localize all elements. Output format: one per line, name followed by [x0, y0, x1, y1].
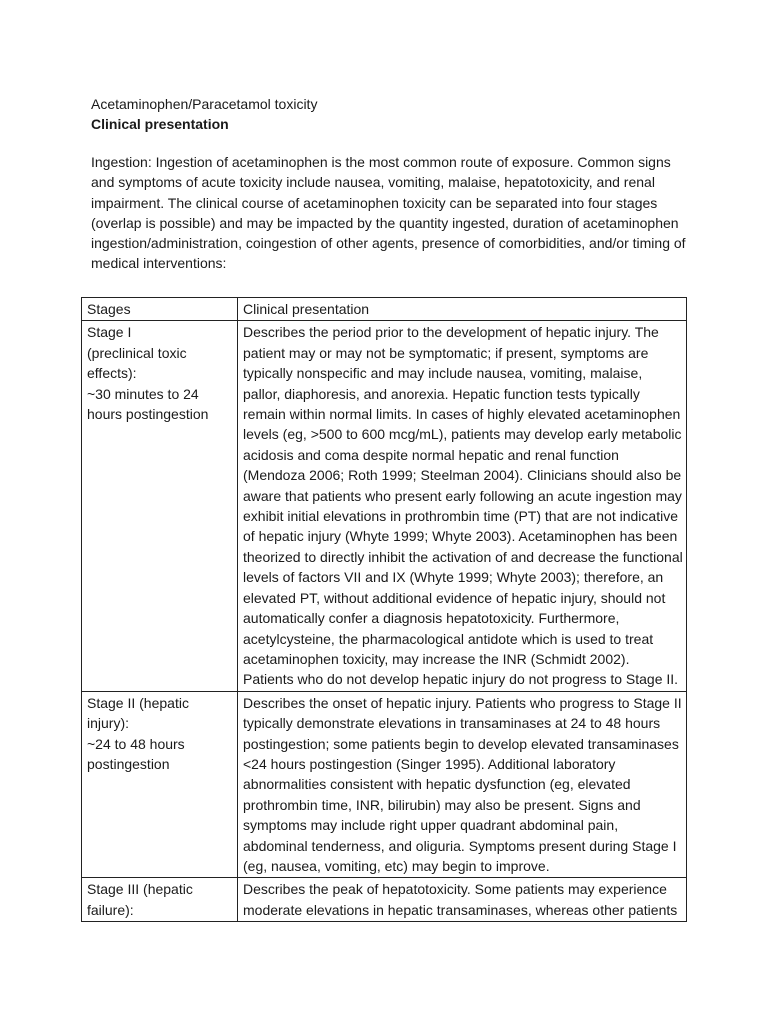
stage-label: Stage III (hepatic	[87, 881, 193, 898]
stage-timing: postingestion	[87, 755, 170, 772]
stage-timing: hours postingestion	[87, 406, 209, 423]
header-clinical-presentation: Clinical presentation	[238, 298, 687, 321]
stage-label: (preclinical toxic	[87, 344, 187, 361]
presentation-cell: Describes the period prior to the development of hepatic injury. The patient may or may not be symptomatic; if present, symptoms are typically nonspecific and may include nausea, vomiting, malaise, pallor, diaphoresis, and anorexia. Hepatic function tests typically remain within normal limits. In cases of highly elevated acetaminophen levels (eg, >500 to 600 mcg/mL), patients may develop early metabolic acidosis and coma despite normal hepatic and renal function (Mendoza 2006; Roth 1999; Steelman 2004). Clinicians should also be aware that patients who present early following an acute ingestion may exhibit initial elevations in prothrombin time (PT) that are not indicative of hepatic injury (Whyte 1999; Whyte 2003). Acetaminophen has been theorized to directly inhibit the activation of and decrease the functional levels of factors VII and IX (Whyte 1999; Whyte 2003); therefore, an elevated PT, without additional evidence of hepatic injury, should not automatically confer a diagnosis hepatotoxicity. Furthermore, acetylcysteine, the pharmacological antidote which is used to treat acetaminophen toxicity, may increase the INR (Schmidt 2002). Patients who do not develop hepatic injury do not progress to Stage II.	[238, 321, 687, 691]
stage-cell	[82, 691, 238, 878]
stage-timing: ~24 to 48 hours	[87, 735, 185, 752]
presentation-cell: Describes the peak of hepatotoxicity. Some patients may experience moderate elevations in hepatic transaminases, whereas other patients	[238, 878, 687, 922]
stage-timing: ~30 minutes to 24	[87, 385, 199, 402]
presentation-cell: Describes the onset of hepatic injury. Patients who progress to Stage II typically demonstrate elevations in transaminases at 24 to 48 hours postingestion; some patients begin to develop elevated transaminases <24 hours postingestion (Singer 1995). Additional laboratory abnormalities consistent with hepatic dysfunction (eg, elevated prothrombin time, INR, bilirubin) may also be present. Signs and symptoms may include right upper quadrant abdominal pain, abdominal tenderness, and oliguria. Symptoms present during Stage I (eg, nausea, vomiting, etc) may begin to improve.	[238, 691, 687, 878]
table-row	[82, 321, 687, 691]
document-title: Acetaminophen/Paracetamol toxicity	[91, 96, 318, 112]
stage-label: failure):	[87, 901, 134, 918]
stages-table	[81, 297, 687, 922]
stage-label: Stage I	[87, 324, 132, 341]
stage-cell	[82, 321, 238, 691]
stage-cell	[82, 878, 238, 922]
section-heading: Clinical presentation	[91, 116, 229, 132]
document-page	[91, 94, 691, 274]
table-row	[82, 878, 687, 922]
intro-paragraph: Ingestion: Ingestion of acetaminophen is the most common route of exposure. Common signs and symptoms of acute toxicity include nausea, vomiting, malaise, hepatotoxicity, and renal impairment. The clinical course of acetaminophen toxicity can be separated into four stages (overlap is possible) and may be impacted by the quantity ingested, duration of acetaminophen ingestion/administration, coingestion of other agents, presence of comorbidities, and/or timing of medical interventions:	[91, 154, 686, 272]
stage-label: effects):	[87, 365, 137, 382]
header-stages: Stages	[82, 298, 238, 321]
stage-label: injury):	[87, 715, 130, 732]
stage-label: Stage II (hepatic	[87, 694, 189, 711]
table-row	[82, 691, 687, 878]
table-header-row	[82, 298, 687, 321]
